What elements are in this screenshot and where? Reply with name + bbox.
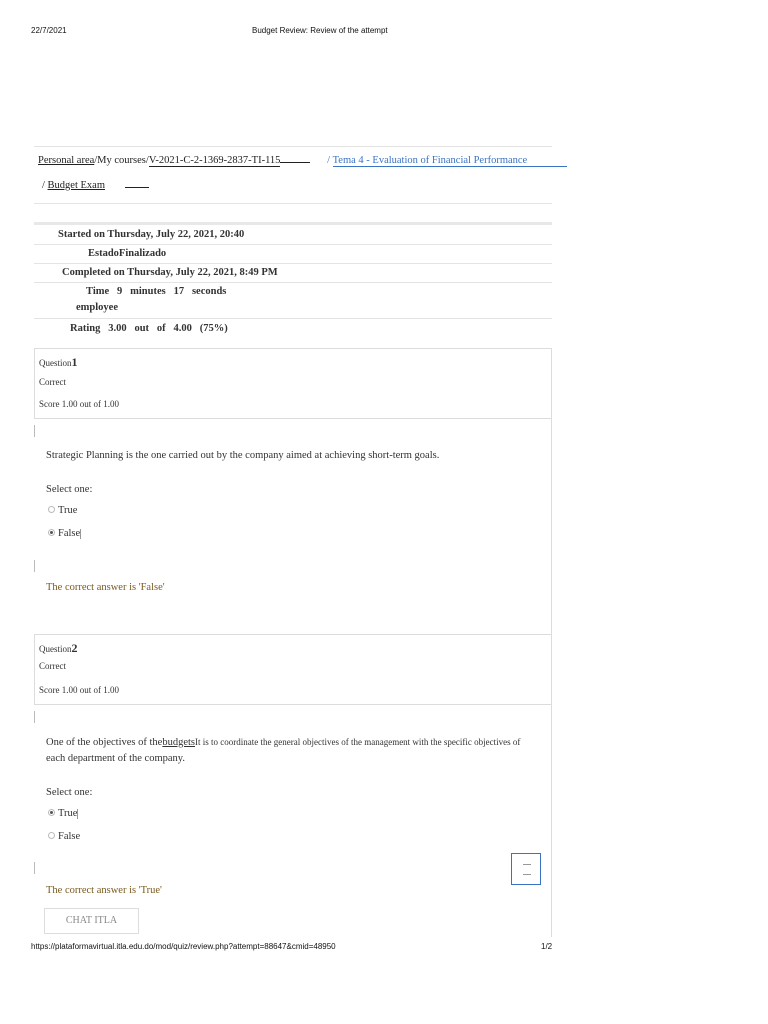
option-label: False xyxy=(58,831,81,842)
option-label: True xyxy=(58,505,78,516)
menu-lines-icon xyxy=(523,864,531,875)
breadcrumb-gap xyxy=(125,187,149,188)
chat-itla-button[interactable]: CHAT ITLA xyxy=(44,908,139,934)
question-2-info xyxy=(34,634,552,705)
summary-rating-row xyxy=(34,319,552,350)
summary-rating: Rating 3.00 out of 4.00 (75%) xyxy=(70,323,228,334)
summary-completed: Completed on Thursday, July 22, 2021, 8:49 PM xyxy=(62,267,278,278)
breadcrumb xyxy=(34,146,552,204)
print-title: Budget Review: Review of the attempt xyxy=(252,26,388,35)
option-false[interactable] xyxy=(48,528,81,539)
feedback-correct-answer: The correct answer is 'False' xyxy=(46,582,165,593)
breadcrumb-sep: / xyxy=(42,180,48,191)
breadcrumb-topic[interactable]: Tema 4 - Evaluation of Financial Performance xyxy=(333,155,568,167)
question-number: 2 xyxy=(71,641,78,655)
print-date: 22/7/2021 xyxy=(31,26,67,35)
question-text-rest: It is to coordinate the general objectives of the management with the specific objectives of xyxy=(195,737,521,747)
print-url: https://plataformavirtual.itla.edu.do/mod/quiz/review.php?attempt=88647&cmid=48950 xyxy=(31,942,336,951)
option-label: True xyxy=(58,808,78,819)
select-one-label: Select one: xyxy=(46,484,93,495)
question-text-line2: each department of the company. xyxy=(46,753,185,764)
breadcrumb-exam[interactable]: Budget Exam xyxy=(47,180,105,191)
print-page-number: 1/2 xyxy=(541,942,553,951)
question-text-prefix: One of the objectives of the xyxy=(46,737,163,748)
content-marker xyxy=(34,425,35,437)
question-text: Strategic Planning is the one carried out by the company aimed at achieving short-term goals. xyxy=(46,450,440,461)
question-number: 1 xyxy=(71,355,78,369)
question-status: Correct xyxy=(39,377,66,387)
summary-started-row xyxy=(34,225,552,245)
breadcrumb-sep: /My courses/ xyxy=(94,155,149,166)
question-status: Correct xyxy=(39,661,66,671)
feedback-correct-answer: The correct answer is 'True' xyxy=(46,885,162,896)
content-marker xyxy=(34,862,35,874)
summary-completed-row xyxy=(34,264,552,283)
radio-selected-icon[interactable] xyxy=(48,529,55,536)
option-false[interactable] xyxy=(48,831,80,842)
radio-icon[interactable] xyxy=(48,506,55,513)
breadcrumb-personal-area[interactable]: Personal area xyxy=(38,155,95,166)
summary-started: Started on Thursday, July 22, 2021, 20:40 xyxy=(58,229,245,240)
summary-time: Time 9 minutes 17 seconds xyxy=(86,286,227,297)
question-text xyxy=(46,737,520,748)
option-label: False xyxy=(58,528,81,539)
content-marker xyxy=(34,711,35,723)
question-1-content xyxy=(34,419,552,634)
summary-state-row xyxy=(34,245,552,264)
option-true[interactable] xyxy=(48,505,77,516)
summary-time-row xyxy=(34,283,552,319)
question-2-content xyxy=(34,705,552,937)
summary-state: EstadoFinalizado xyxy=(88,248,167,259)
question-score: Score 1.00 out of 1.00 xyxy=(39,685,119,695)
radio-icon[interactable] xyxy=(48,832,55,839)
radio-selected-icon[interactable] xyxy=(48,809,55,816)
select-one-label: Select one: xyxy=(46,787,93,798)
content-marker xyxy=(34,560,35,572)
breadcrumb-course[interactable]: V-2021-C-2-1369-2837-TI-115 xyxy=(148,155,281,166)
attempt-summary xyxy=(34,222,552,350)
question-keyword: budgets xyxy=(162,737,196,748)
breadcrumb-gap xyxy=(280,162,310,163)
scroll-menu-button[interactable] xyxy=(511,853,541,885)
question-1-info xyxy=(34,348,552,419)
breadcrumb-sep: / xyxy=(327,155,333,166)
question-label: Question xyxy=(39,644,72,654)
question-score: Score 1.00 out of 1.00 xyxy=(39,399,119,409)
summary-time-employee: employee xyxy=(76,302,118,313)
question-label: Question xyxy=(39,358,72,368)
option-true[interactable] xyxy=(48,808,78,819)
